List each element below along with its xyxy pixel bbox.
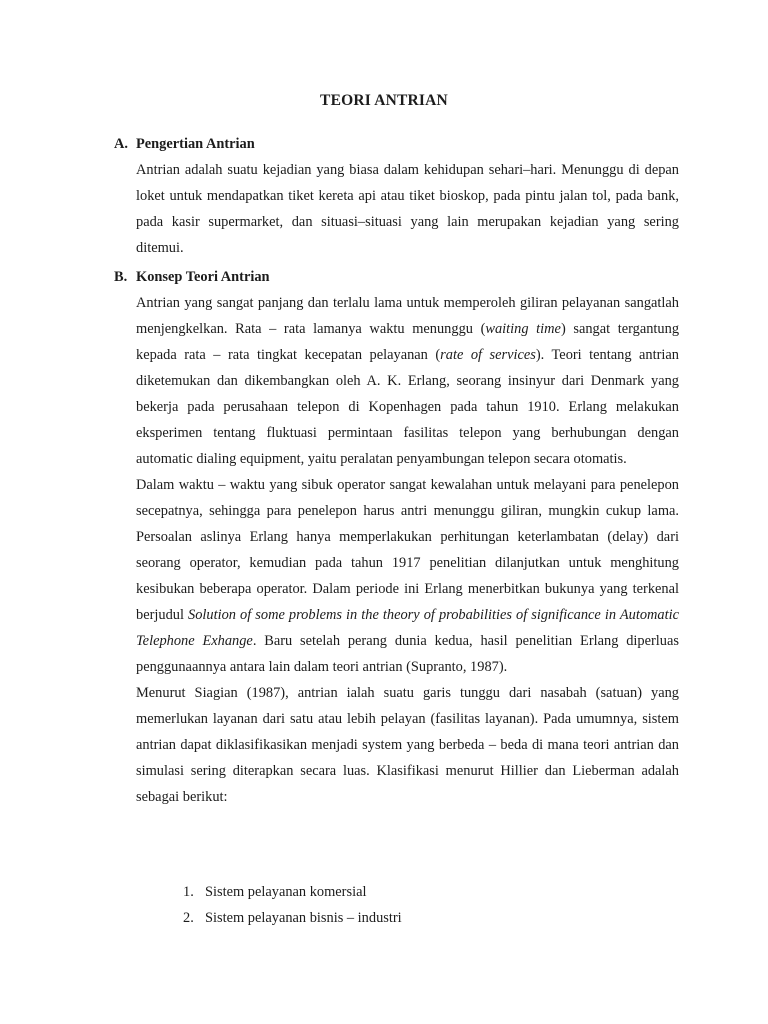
- section-letter: A.: [114, 136, 128, 152]
- section-heading: [114, 131, 679, 157]
- paragraph: [136, 472, 679, 680]
- list-number: 1.: [183, 884, 194, 900]
- section-letter: B.: [114, 269, 128, 285]
- term-waiting-time: waiting time: [485, 321, 561, 337]
- paragraph: Menurut Siagian (1987), antrian ialah suatu garis tunggu dari nasabah (satuan) yang memerlukan layanan dari satu atau lebih pelayan (fasilitas layanan). Pada umumnya, sistem antrian dapat diklasifikasikan menjadi system yang berbeda – beda di mana teori antrian dan simulasi sering diterapkan secara luas. Klasifikasi menurut Hillier dan Lieberman adalah sebagai berikut:: [136, 685, 679, 805]
- section-konsep-teori-antrian: [114, 264, 679, 810]
- list-item: [183, 879, 583, 905]
- section-heading-text: Konsep Teori Antrian: [136, 269, 270, 285]
- section-body: [136, 157, 679, 261]
- paragraph-text: Dalam waktu – waktu yang sibuk operator sangat kewalahan untuk melayani para penelepon secepatnya, sehingga para penelepon harus antri menunggu giliran, mungkin cukup lama. Persoalan aslinya Erlang hanya memperlakukan perhitungan keterlambatan (delay) dari seorang operator, kemudian pada tahun 1917 penelitian dilanjutkan untuk menghitung kesibukan beberapa operator. Dalam periode ini Erlang menerbitkan bukunya yang terkenal berjudul: [136, 477, 679, 623]
- book-title: Solution of some problems in the theory of probabilities of significance in Automatic Telephone Exhange: [136, 607, 679, 649]
- section-heading-text: Pengertian Antrian: [136, 136, 255, 152]
- paragraph: Antrian adalah suatu kejadian yang biasa dalam kehidupan sehari–hari. Menunggu di depan loket untuk mendapatkan tiket kereta api atau tiket bioskop, pada pintu jalan tol, pada bank, pada kasir supermarket, dan situasi–situasi yang lain merupakan kejadian yang sering ditemui.: [136, 162, 679, 256]
- section-pengertian-antrian: [114, 131, 679, 261]
- list-item: [183, 905, 583, 931]
- list-text: Sistem pelayanan bisnis – industri: [205, 910, 402, 926]
- paragraph-text: Antrian yang sangat panjang dan terlalu lama untuk memperoleh giliran pelayanan sangatlah menjengkelkan. Rata – rata lamanya waktu menunggu (: [136, 295, 679, 337]
- document-title: TEORI ANTRIAN: [320, 92, 448, 109]
- list-number: 2.: [183, 910, 194, 926]
- classification-list: [183, 879, 583, 931]
- term-rate-of-services: rate of services: [440, 347, 536, 363]
- section-heading: [114, 264, 679, 290]
- paragraph-text: ) sangat tergantung kepada rata – rata tingkat kecepatan pelayanan (: [136, 321, 680, 363]
- paragraph-text: ). Teori tentang antrian diketemukan dan dikembangkan oleh A. K. Erlang, seorang insinyur dari Denmark yang bekerja pada perusahaan telepon di Kopenhagen pada tahun 1910. Erlang melakukan eksperimen tentang fluktuasi permintaan fasilitas telepon yang berhubungan dengan automatic dialing equipment, yaitu peralatan penyambungan telepon secara otomatis.: [136, 347, 679, 467]
- paragraph-text: . Baru setelah perang dunia kedua, hasil penelitian Erlang diperluas penggunaannya antara lain dalam teori antrian (Supranto, 1987).: [136, 633, 679, 675]
- paragraph: [136, 290, 679, 472]
- list-text: Sistem pelayanan komersial: [205, 884, 367, 900]
- section-body: [136, 290, 679, 810]
